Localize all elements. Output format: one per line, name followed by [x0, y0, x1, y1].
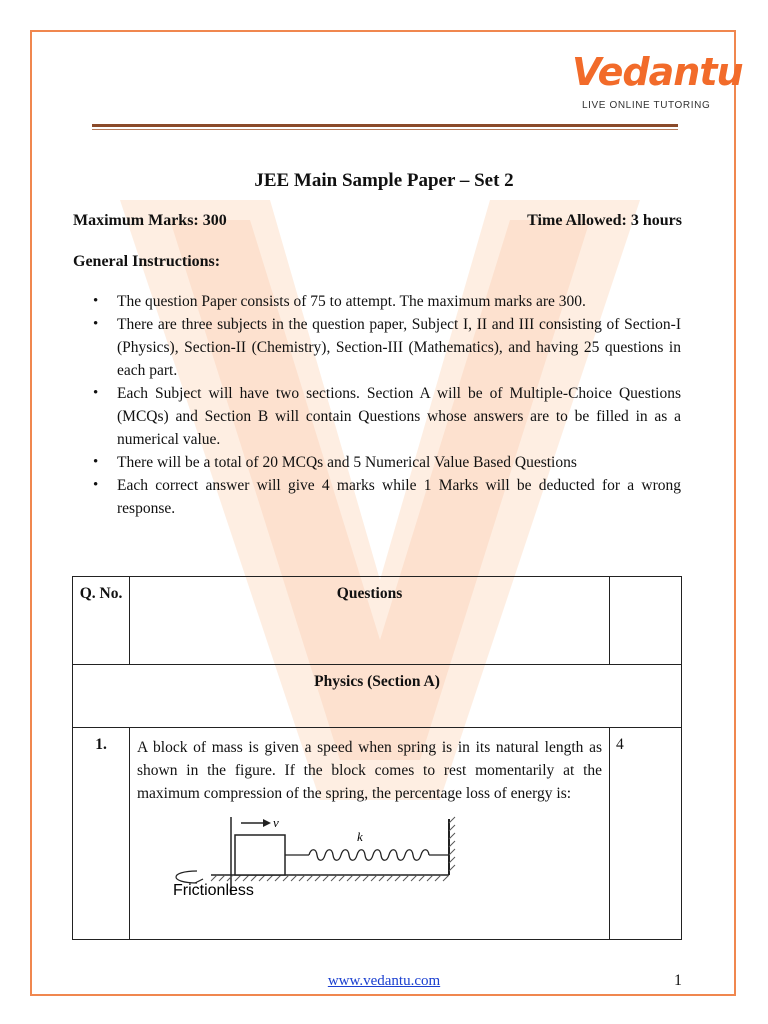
velocity-label: v [273, 815, 279, 830]
frictionless-label: Frictionless [173, 882, 254, 899]
logo-tagline: LIVE ONLINE TUTORING [582, 100, 711, 111]
header-rule [92, 124, 678, 127]
spring-constant-label: k [357, 829, 363, 844]
table-header-row [73, 577, 682, 665]
page-title: JEE Main Sample Paper – Set 2 [254, 170, 514, 191]
vedantu-logo [572, 50, 743, 120]
page-number: 1 [674, 972, 682, 989]
footer-website-link[interactable]: www.vedantu.com [327, 973, 441, 989]
instruction-item: • There will be a total of 20 MCQs and 5 Numerical Value Based Questions [73, 451, 681, 474]
question-marks: 4 [610, 728, 682, 940]
instruction-item: • The question Paper consists of 75 to attempt. The maximum marks are 300. [73, 290, 681, 313]
instruction-item: • Each correct answer will give 4 marks while 1 Marks will be deducted for a wrong response. [73, 474, 681, 520]
table-row [73, 728, 682, 940]
section-title: Physics (Section A) [73, 665, 682, 728]
question-cell [130, 728, 610, 940]
section-row [73, 665, 682, 728]
header-rule-thin [92, 129, 678, 130]
instruction-item: • Each Subject will have two sections. Section A will be of Multiple-Choice Questions (MCQs) and Section B will contain Questions whose answers are to be filled in as a numerical value. [73, 382, 681, 451]
instruction-item: • There are three subjects in the question paper, Subject I, II and III consisting of Section-I (Physics), Section-II (Chemistry), Section-III (Mathematics), and having 25 questions in each part. [73, 313, 681, 382]
maximum-marks: Maximum Marks: 300 [73, 212, 227, 229]
qno-header: Q. No. [73, 577, 130, 665]
instructions-list [73, 290, 681, 520]
questions-header: Questions [130, 577, 610, 665]
spring-block-figure [159, 813, 479, 899]
time-allowed: Time Allowed: 3 hours [527, 212, 682, 229]
instructions-heading: General Instructions: [73, 253, 221, 270]
question-text: A block of mass is given a speed when spring is in its natural length as shown in the figure. If the block comes to rest momentarily at the maximum compression of the spring, the percentage loss of energy is: [137, 739, 602, 802]
marks-header [610, 577, 682, 665]
question-number: 1. [73, 728, 130, 940]
logo-wordmark: Vedantu [572, 50, 743, 94]
questions-table [72, 576, 682, 940]
